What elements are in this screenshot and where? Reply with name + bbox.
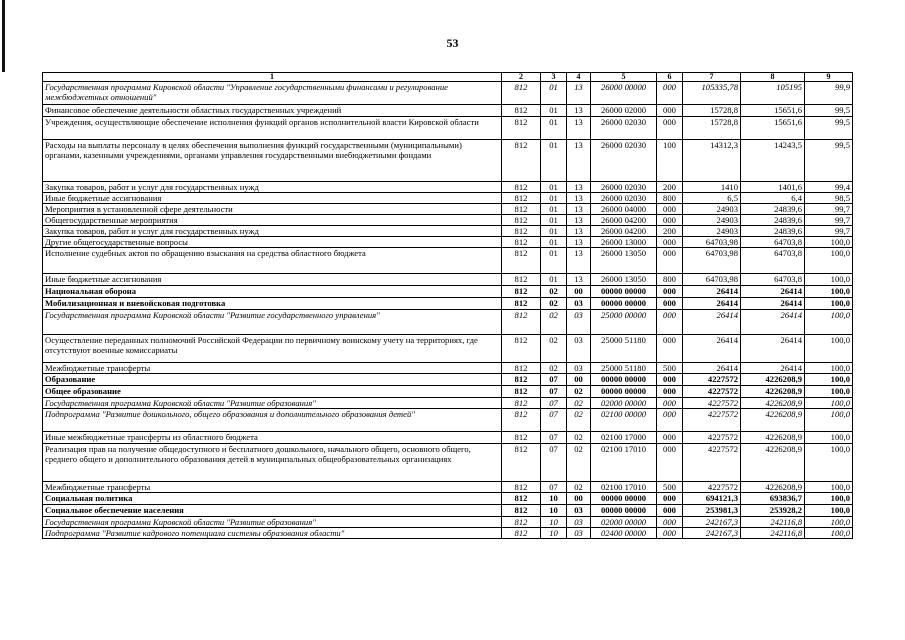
row-name-cell: Межбюджетные трансферты xyxy=(43,363,502,374)
row-name-cell: Государственная программа Кировской области "Управление государственными финансами и регулирование межбюджетных отношений" xyxy=(43,82,502,105)
admin-code-cell: 812 xyxy=(502,226,541,237)
execution-percent-cell: 100,0 xyxy=(805,505,853,517)
target-article-cell: 00000 00000 xyxy=(591,386,657,398)
row-name-cell: Расходы на выплаты персоналу в целях обеспечения выполнения функций государственными (муниципальными) органами, казенными учреждениями, органами управления государственными внебюджетными фондами xyxy=(43,140,502,182)
row-name-cell: Реализация прав на получение общедоступного и бесплатного дошкольного, начального общего, основного общего, среднего общего и дополнительного образования детей в муниципальных общеобразовательных организациях xyxy=(43,444,502,482)
executed-amount-cell: 6,4 xyxy=(741,193,805,204)
planned-amount-cell: 4227572 xyxy=(683,444,741,482)
executed-amount-cell: 26414 xyxy=(741,310,805,335)
planned-amount-cell: 14312,3 xyxy=(683,140,741,182)
target-article-cell: 00000 00000 xyxy=(591,493,657,505)
expense-type-cell: 000 xyxy=(657,237,683,248)
admin-code-cell: 812 xyxy=(502,286,541,298)
section-code-cell: 01 xyxy=(541,226,567,237)
planned-amount-cell: 15728,8 xyxy=(683,117,741,140)
column-header: 7 xyxy=(683,73,741,82)
target-article-cell: 00000 00000 xyxy=(591,374,657,386)
admin-code-cell: 812 xyxy=(502,363,541,374)
table-row xyxy=(43,517,853,528)
table-row xyxy=(43,286,853,298)
admin-code-cell: 812 xyxy=(502,274,541,286)
admin-code-cell: 812 xyxy=(502,432,541,444)
executed-amount-cell: 15651,6 xyxy=(741,105,805,117)
table-row xyxy=(43,493,853,505)
executed-amount-cell: 253928,2 xyxy=(741,505,805,517)
planned-amount-cell: 26414 xyxy=(683,298,741,310)
table-row xyxy=(43,140,853,182)
expense-type-cell: 500 xyxy=(657,363,683,374)
execution-percent-cell: 100,0 xyxy=(805,432,853,444)
row-name-cell: Закупка товаров, работ и услуг для государственных нужд xyxy=(43,182,502,193)
page-number: 53 xyxy=(446,36,459,50)
admin-code-cell: 812 xyxy=(502,193,541,204)
admin-code-cell: 812 xyxy=(502,386,541,398)
expense-type-cell: 000 xyxy=(657,398,683,409)
subsection-code-cell: 00 xyxy=(567,286,591,298)
planned-amount-cell: 26414 xyxy=(683,310,741,335)
section-code-cell: 10 xyxy=(541,517,567,528)
expense-type-cell: 100 xyxy=(657,140,683,182)
column-header: 8 xyxy=(741,73,805,82)
planned-amount-cell: 242167,3 xyxy=(683,528,741,539)
execution-percent-cell: 100,0 xyxy=(805,444,853,482)
planned-amount-cell: 4227572 xyxy=(683,398,741,409)
target-article-cell: 02000 00000 xyxy=(591,517,657,528)
table-row xyxy=(43,226,853,237)
expense-type-cell: 000 xyxy=(657,493,683,505)
target-article-cell: 26000 00000 xyxy=(591,82,657,105)
row-name-cell: Исполнение судебных актов по обращению взыскания на средства областного бюджета xyxy=(43,248,502,274)
executed-amount-cell: 26414 xyxy=(741,286,805,298)
executed-amount-cell: 693836,7 xyxy=(741,493,805,505)
table-row xyxy=(43,105,853,117)
expense-type-cell: 800 xyxy=(657,193,683,204)
subsection-code-cell: 02 xyxy=(567,409,591,432)
section-code-cell: 01 xyxy=(541,82,567,105)
table-row xyxy=(43,409,853,432)
row-name-cell: Общее образование xyxy=(43,386,502,398)
table-row xyxy=(43,310,853,335)
planned-amount-cell: 242167,3 xyxy=(683,517,741,528)
column-header: 1 xyxy=(43,73,502,82)
section-code-cell: 10 xyxy=(541,493,567,505)
planned-amount-cell: 4227572 xyxy=(683,482,741,493)
target-article-cell: 26000 02030 xyxy=(591,182,657,193)
expense-type-cell: 000 xyxy=(657,432,683,444)
subsection-code-cell: 00 xyxy=(567,493,591,505)
subsection-code-cell: 13 xyxy=(567,105,591,117)
table-row xyxy=(43,274,853,286)
admin-code-cell: 812 xyxy=(502,310,541,335)
row-name-cell: Иные бюджетные ассигнования xyxy=(43,193,502,204)
table-row xyxy=(43,398,853,409)
row-name-cell: Национальная оборона xyxy=(43,286,502,298)
admin-code-cell: 812 xyxy=(502,204,541,215)
executed-amount-cell: 4226208,9 xyxy=(741,386,805,398)
execution-percent-cell: 99,7 xyxy=(805,204,853,215)
executed-amount-cell: 64703,8 xyxy=(741,248,805,274)
executed-amount-cell: 4226208,9 xyxy=(741,398,805,409)
execution-percent-cell: 100,0 xyxy=(805,482,853,493)
table-row xyxy=(43,298,853,310)
section-code-cell: 01 xyxy=(541,182,567,193)
execution-percent-cell: 100,0 xyxy=(805,274,853,286)
budget-table xyxy=(42,72,853,539)
row-name-cell: Закупка товаров, работ и услуг для государственных нужд xyxy=(43,226,502,237)
executed-amount-cell: 24839,6 xyxy=(741,226,805,237)
target-article-cell: 26000 02030 xyxy=(591,117,657,140)
admin-code-cell: 812 xyxy=(502,182,541,193)
section-code-cell: 07 xyxy=(541,432,567,444)
expense-type-cell: 000 xyxy=(657,374,683,386)
execution-percent-cell: 100,0 xyxy=(805,493,853,505)
planned-amount-cell: 1410 xyxy=(683,182,741,193)
admin-code-cell: 812 xyxy=(502,248,541,274)
execution-percent-cell: 99,5 xyxy=(805,105,853,117)
subsection-code-cell: 13 xyxy=(567,193,591,204)
subsection-code-cell: 13 xyxy=(567,248,591,274)
target-article-cell: 26000 13050 xyxy=(591,274,657,286)
table-row xyxy=(43,335,853,363)
subsection-code-cell: 02 xyxy=(567,482,591,493)
section-code-cell: 01 xyxy=(541,248,567,274)
target-article-cell: 26000 13050 xyxy=(591,248,657,274)
planned-amount-cell: 24903 xyxy=(683,215,741,226)
execution-percent-cell: 100,0 xyxy=(805,386,853,398)
planned-amount-cell: 4227572 xyxy=(683,374,741,386)
table-row xyxy=(43,432,853,444)
section-code-cell: 07 xyxy=(541,409,567,432)
table-row xyxy=(43,204,853,215)
execution-percent-cell: 98,5 xyxy=(805,193,853,204)
section-code-cell: 07 xyxy=(541,386,567,398)
section-code-cell: 10 xyxy=(541,505,567,517)
row-name-cell: Подпрограмма "Развитие кадрового потенциала системы образования области" xyxy=(43,528,502,539)
executed-amount-cell: 26414 xyxy=(741,363,805,374)
expense-type-cell: 000 xyxy=(657,204,683,215)
expense-type-cell: 000 xyxy=(657,215,683,226)
subsection-code-cell: 13 xyxy=(567,215,591,226)
row-name-cell: Иные межбюджетные трансферты из областного бюджета xyxy=(43,432,502,444)
section-code-cell: 02 xyxy=(541,363,567,374)
table-row xyxy=(43,82,853,105)
row-name-cell: Общегосударственные мероприятия xyxy=(43,215,502,226)
executed-amount-cell: 4226208,9 xyxy=(741,444,805,482)
planned-amount-cell: 26414 xyxy=(683,363,741,374)
table-row xyxy=(43,237,853,248)
admin-code-cell: 812 xyxy=(502,335,541,363)
table-row xyxy=(43,482,853,493)
row-name-cell: Государственная программа Кировской области "Развитие образования" xyxy=(43,398,502,409)
executed-amount-cell: 26414 xyxy=(741,335,805,363)
table-row xyxy=(43,444,853,482)
section-code-cell: 01 xyxy=(541,193,567,204)
subsection-code-cell: 03 xyxy=(567,517,591,528)
planned-amount-cell: 64703,98 xyxy=(683,248,741,274)
table-row xyxy=(43,248,853,274)
planned-amount-cell: 105335,78 xyxy=(683,82,741,105)
expense-type-cell: 000 xyxy=(657,105,683,117)
executed-amount-cell: 24839,6 xyxy=(741,215,805,226)
subsection-code-cell: 02 xyxy=(567,432,591,444)
executed-amount-cell: 1401,6 xyxy=(741,182,805,193)
expense-type-cell: 200 xyxy=(657,226,683,237)
target-article-cell: 25000 51180 xyxy=(591,335,657,363)
expense-type-cell: 000 xyxy=(657,310,683,335)
planned-amount-cell: 4227572 xyxy=(683,386,741,398)
expense-type-cell: 000 xyxy=(657,386,683,398)
section-code-cell: 02 xyxy=(541,310,567,335)
row-name-cell: Мобилизационная и вневойсковая подготовка xyxy=(43,298,502,310)
expense-type-cell: 000 xyxy=(657,335,683,363)
planned-amount-cell: 26414 xyxy=(683,335,741,363)
table-row xyxy=(43,117,853,140)
executed-amount-cell: 24839,6 xyxy=(741,204,805,215)
admin-code-cell: 812 xyxy=(502,528,541,539)
execution-percent-cell: 99,5 xyxy=(805,117,853,140)
target-article-cell: 02000 00000 xyxy=(591,398,657,409)
column-header: 5 xyxy=(591,73,657,82)
executed-amount-cell: 242116,8 xyxy=(741,528,805,539)
expense-type-cell: 000 xyxy=(657,286,683,298)
table-row xyxy=(43,505,853,517)
admin-code-cell: 812 xyxy=(502,374,541,386)
planned-amount-cell: 26414 xyxy=(683,286,741,298)
subsection-code-cell: 00 xyxy=(567,374,591,386)
target-article-cell: 26000 02030 xyxy=(591,140,657,182)
executed-amount-cell: 4226208,9 xyxy=(741,374,805,386)
section-code-cell: 01 xyxy=(541,237,567,248)
admin-code-cell: 812 xyxy=(502,505,541,517)
admin-code-cell: 812 xyxy=(502,482,541,493)
column-header-row xyxy=(43,73,853,82)
subsection-code-cell: 03 xyxy=(567,310,591,335)
execution-percent-cell: 100,0 xyxy=(805,517,853,528)
planned-amount-cell: 64703,98 xyxy=(683,237,741,248)
subsection-code-cell: 13 xyxy=(567,226,591,237)
table-row xyxy=(43,182,853,193)
subsection-code-cell: 03 xyxy=(567,363,591,374)
table-row xyxy=(43,386,853,398)
expense-type-cell: 000 xyxy=(657,409,683,432)
row-name-cell: Учреждения, осуществляющие обеспечение исполнения функций органов исполнительной власти Кировской области xyxy=(43,117,502,140)
expense-type-cell: 000 xyxy=(657,528,683,539)
expense-type-cell: 200 xyxy=(657,182,683,193)
admin-code-cell: 812 xyxy=(502,140,541,182)
subsection-code-cell: 13 xyxy=(567,82,591,105)
column-header: 9 xyxy=(805,73,853,82)
subsection-code-cell: 13 xyxy=(567,117,591,140)
admin-code-cell: 812 xyxy=(502,517,541,528)
execution-percent-cell: 99,4 xyxy=(805,182,853,193)
admin-code-cell: 812 xyxy=(502,82,541,105)
admin-code-cell: 812 xyxy=(502,105,541,117)
table-row xyxy=(43,528,853,539)
section-code-cell: 07 xyxy=(541,482,567,493)
row-name-cell: Социальное обеспечение населения xyxy=(43,505,502,517)
target-article-cell: 02100 17010 xyxy=(591,444,657,482)
execution-percent-cell: 100,0 xyxy=(805,528,853,539)
column-header: 4 xyxy=(567,73,591,82)
subsection-code-cell: 03 xyxy=(567,335,591,363)
row-name-cell: Другие общегосударственные вопросы xyxy=(43,237,502,248)
section-code-cell: 01 xyxy=(541,117,567,140)
section-code-cell: 07 xyxy=(541,398,567,409)
section-code-cell: 02 xyxy=(541,335,567,363)
section-code-cell: 01 xyxy=(541,105,567,117)
execution-percent-cell: 99,7 xyxy=(805,215,853,226)
section-code-cell: 01 xyxy=(541,274,567,286)
column-header: 6 xyxy=(657,73,683,82)
table-row xyxy=(43,374,853,386)
execution-percent-cell: 100,0 xyxy=(805,237,853,248)
target-article-cell: 02100 00000 xyxy=(591,409,657,432)
target-article-cell: 26000 04200 xyxy=(591,215,657,226)
expense-type-cell: 000 xyxy=(657,505,683,517)
subsection-code-cell: 02 xyxy=(567,444,591,482)
target-article-cell: 02100 17010 xyxy=(591,482,657,493)
row-name-cell: Финансовое обеспечение деятельности областных государственных учреждений xyxy=(43,105,502,117)
row-name-cell: Межбюджетные трансферты xyxy=(43,482,502,493)
section-code-cell: 10 xyxy=(541,528,567,539)
execution-percent-cell: 100,0 xyxy=(805,248,853,274)
expense-type-cell: 500 xyxy=(657,482,683,493)
execution-percent-cell: 100,0 xyxy=(805,363,853,374)
executed-amount-cell: 15651,6 xyxy=(741,117,805,140)
admin-code-cell: 812 xyxy=(502,237,541,248)
expense-type-cell: 000 xyxy=(657,82,683,105)
target-article-cell: 26000 04000 xyxy=(591,204,657,215)
execution-percent-cell: 100,0 xyxy=(805,310,853,335)
executed-amount-cell: 242116,8 xyxy=(741,517,805,528)
subsection-code-cell: 03 xyxy=(567,528,591,539)
executed-amount-cell: 4226208,9 xyxy=(741,482,805,493)
admin-code-cell: 812 xyxy=(502,215,541,226)
planned-amount-cell: 24903 xyxy=(683,204,741,215)
execution-percent-cell: 100,0 xyxy=(805,335,853,363)
planned-amount-cell: 4227572 xyxy=(683,432,741,444)
row-name-cell: Государственная программа Кировской области "Развитие образования" xyxy=(43,517,502,528)
execution-percent-cell: 99,7 xyxy=(805,226,853,237)
admin-code-cell: 812 xyxy=(502,409,541,432)
planned-amount-cell: 694121,3 xyxy=(683,493,741,505)
admin-code-cell: 812 xyxy=(502,117,541,140)
section-code-cell: 02 xyxy=(541,298,567,310)
expense-type-cell: 000 xyxy=(657,117,683,140)
row-name-cell: Государственная программа Кировской области "Развитие государственного управления" xyxy=(43,310,502,335)
expense-type-cell: 000 xyxy=(657,298,683,310)
row-name-cell: Мероприятия в установленной сфере деятельности xyxy=(43,204,502,215)
target-article-cell: 26000 02000 xyxy=(591,105,657,117)
execution-percent-cell: 100,0 xyxy=(805,298,853,310)
subsection-code-cell: 03 xyxy=(567,505,591,517)
executed-amount-cell: 14243,5 xyxy=(741,140,805,182)
table-row xyxy=(43,215,853,226)
planned-amount-cell: 4227572 xyxy=(683,409,741,432)
row-name-cell: Социальная политика xyxy=(43,493,502,505)
column-header: 2 xyxy=(502,73,541,82)
executed-amount-cell: 105195 xyxy=(741,82,805,105)
admin-code-cell: 812 xyxy=(502,493,541,505)
admin-code-cell: 812 xyxy=(502,444,541,482)
executed-amount-cell: 64703,8 xyxy=(741,237,805,248)
subsection-code-cell: 13 xyxy=(567,274,591,286)
execution-percent-cell: 100,0 xyxy=(805,409,853,432)
table-row xyxy=(43,363,853,374)
target-article-cell: 02100 17000 xyxy=(591,432,657,444)
section-code-cell: 01 xyxy=(541,215,567,226)
planned-amount-cell: 6,5 xyxy=(683,193,741,204)
executed-amount-cell: 26414 xyxy=(741,298,805,310)
target-article-cell: 02400 00000 xyxy=(591,528,657,539)
section-code-cell: 07 xyxy=(541,374,567,386)
execution-percent-cell: 99,9 xyxy=(805,82,853,105)
executed-amount-cell: 4226208,9 xyxy=(741,409,805,432)
column-header: 3 xyxy=(541,73,567,82)
section-code-cell: 07 xyxy=(541,444,567,482)
subsection-code-cell: 02 xyxy=(567,398,591,409)
execution-percent-cell: 100,0 xyxy=(805,286,853,298)
subsection-code-cell: 02 xyxy=(567,386,591,398)
subsection-code-cell: 13 xyxy=(567,182,591,193)
target-article-cell: 26000 13000 xyxy=(591,237,657,248)
section-code-cell: 01 xyxy=(541,140,567,182)
executed-amount-cell: 64703,8 xyxy=(741,274,805,286)
subsection-code-cell: 13 xyxy=(567,237,591,248)
execution-percent-cell: 99,5 xyxy=(805,140,853,182)
section-code-cell: 02 xyxy=(541,286,567,298)
expense-type-cell: 800 xyxy=(657,274,683,286)
planned-amount-cell: 253981,3 xyxy=(683,505,741,517)
execution-percent-cell: 100,0 xyxy=(805,374,853,386)
planned-amount-cell: 64703,98 xyxy=(683,274,741,286)
subsection-code-cell: 13 xyxy=(567,204,591,215)
target-article-cell: 25000 51180 xyxy=(591,363,657,374)
target-article-cell: 26000 02030 xyxy=(591,193,657,204)
section-code-cell: 01 xyxy=(541,204,567,215)
expense-type-cell: 000 xyxy=(657,248,683,274)
expense-type-cell: 000 xyxy=(657,444,683,482)
expense-type-cell: 000 xyxy=(657,517,683,528)
admin-code-cell: 812 xyxy=(502,398,541,409)
executed-amount-cell: 4226208,9 xyxy=(741,432,805,444)
planned-amount-cell: 15728,8 xyxy=(683,105,741,117)
target-article-cell: 00000 00000 xyxy=(591,286,657,298)
row-name-cell: Образование xyxy=(43,374,502,386)
row-name-cell: Осуществление переданных полномочий Российской Федерации по первичному воинскому учету на территориях, где отсутствуют военные комиссариаты xyxy=(43,335,502,363)
target-article-cell: 00000 00000 xyxy=(591,505,657,517)
target-article-cell: 00000 00000 xyxy=(591,298,657,310)
execution-percent-cell: 100,0 xyxy=(805,398,853,409)
table-row xyxy=(43,193,853,204)
target-article-cell: 25000 00000 xyxy=(591,310,657,335)
target-article-cell: 26000 04200 xyxy=(591,226,657,237)
row-name-cell: Подпрограмма "Развитие дошкольного, общего образования и дополнительного образования детей" xyxy=(43,409,502,432)
subsection-code-cell: 03 xyxy=(567,298,591,310)
subsection-code-cell: 13 xyxy=(567,140,591,182)
admin-code-cell: 812 xyxy=(502,298,541,310)
row-name-cell: Иные бюджетные ассигнования xyxy=(43,274,502,286)
planned-amount-cell: 24903 xyxy=(683,226,741,237)
